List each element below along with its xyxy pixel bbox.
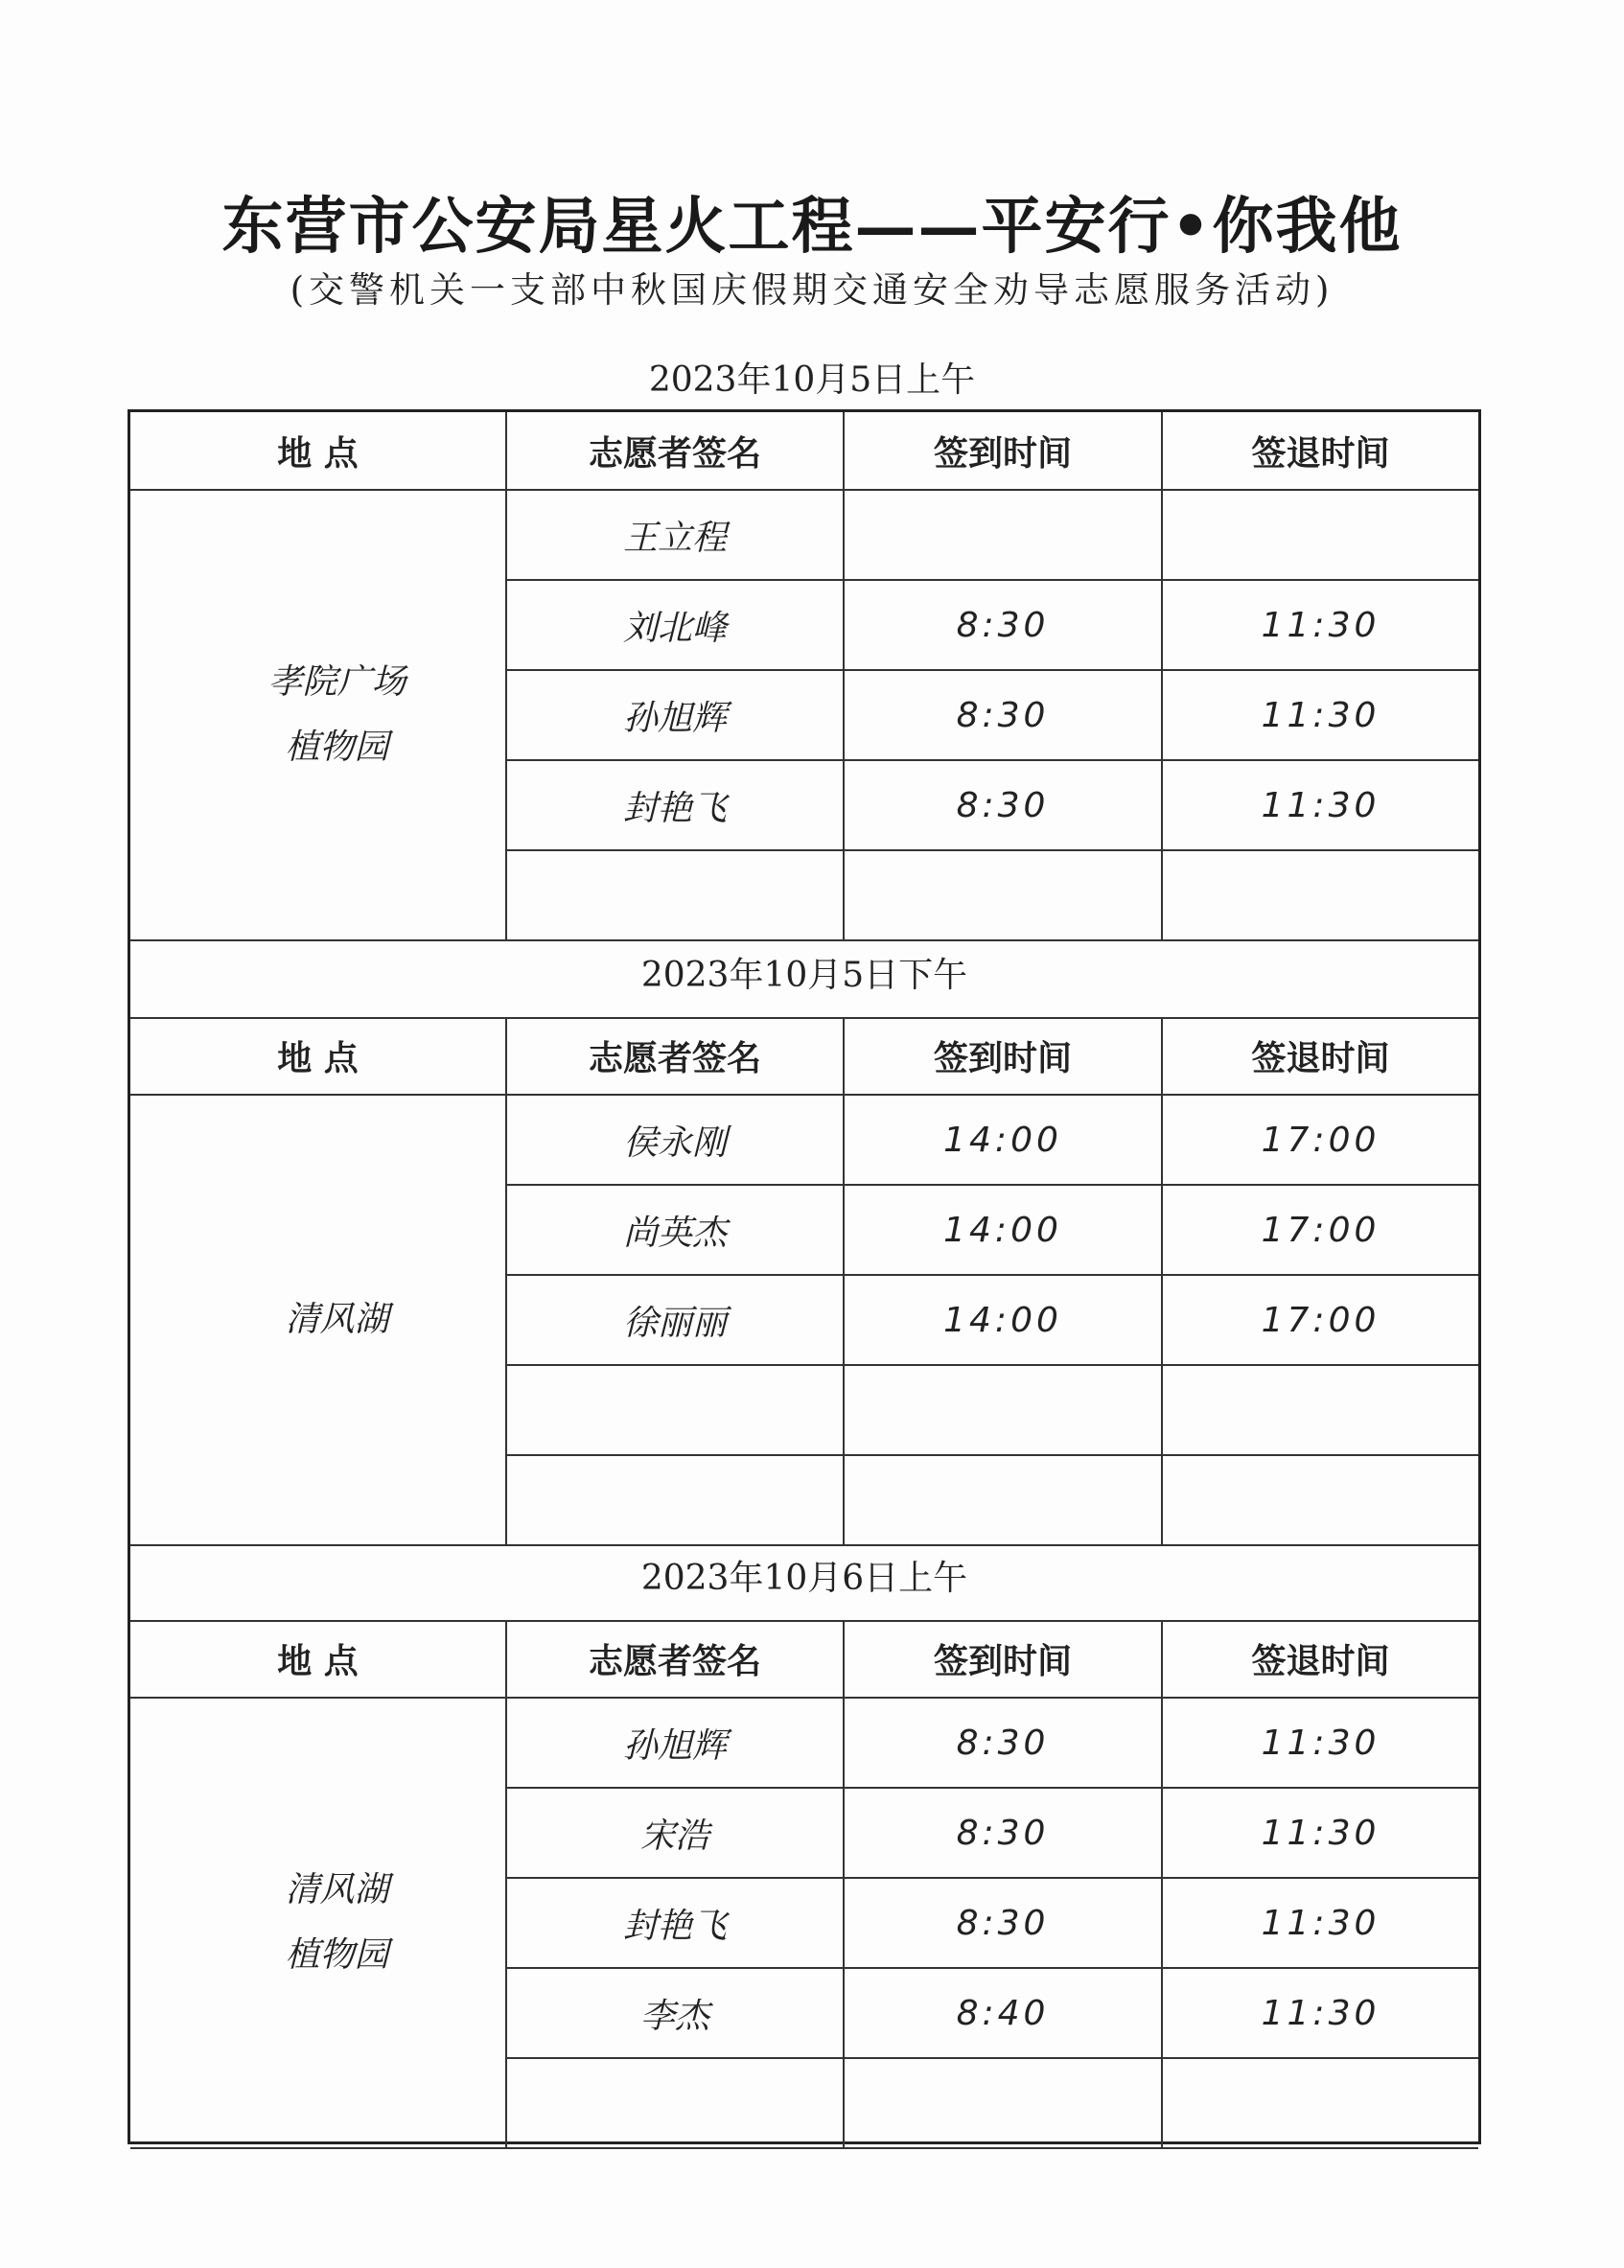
signature-cell: 封艳飞 — [506, 1878, 844, 1968]
check-in-header: 签到时间 — [844, 1017, 1162, 1095]
location-line: 清风湖 — [285, 1299, 389, 1339]
check-in-cell: 8:40 — [844, 1968, 1162, 2058]
check-in-cell — [844, 1455, 1162, 1545]
document-title: 东营市公安局星火工程——平安行•你我他 — [221, 191, 1403, 263]
check-in-cell: 8:30 — [844, 1878, 1162, 1968]
signature-cell: 尚英杰 — [506, 1185, 844, 1275]
check-out-header: 签退时间 — [1162, 1620, 1478, 1698]
signature-cell: 李杰 — [506, 1968, 844, 2058]
table-row — [130, 490, 1478, 580]
check-out-cell: 17:00 — [1162, 1095, 1478, 1185]
location-header: 地 点 — [130, 412, 506, 490]
check-in-cell: 14:00 — [844, 1275, 1162, 1365]
location-cell — [130, 490, 506, 940]
check-out-cell — [1162, 850, 1478, 940]
check-out-cell: 11:30 — [1162, 1878, 1478, 1968]
check-in-cell: 8:30 — [844, 1788, 1162, 1878]
table-header-row — [130, 1620, 1478, 1698]
section-1-table — [130, 412, 1478, 941]
signature-cell — [506, 1455, 844, 1545]
signature-cell — [506, 2058, 844, 2148]
check-out-header: 签退时间 — [1162, 412, 1478, 490]
table-header-row — [130, 1017, 1478, 1095]
check-out-cell: 17:00 — [1162, 1275, 1478, 1365]
signature-header: 志愿者签名 — [506, 1017, 844, 1095]
check-out-cell — [1162, 1455, 1478, 1545]
check-in-cell — [844, 850, 1162, 940]
table-header-row — [130, 412, 1478, 490]
location-cell — [130, 1698, 506, 2148]
location-cell — [130, 1095, 506, 1545]
location-line: 清风湖 — [285, 1869, 389, 1909]
sign-in-sheet — [128, 409, 1481, 2144]
check-in-cell: 14:00 — [844, 1185, 1162, 1275]
check-in-cell: 8:30 — [844, 760, 1162, 850]
check-in-cell — [844, 490, 1162, 580]
check-out-cell: 11:30 — [1162, 580, 1478, 670]
signature-cell — [506, 850, 844, 940]
signature-cell: 孙旭辉 — [506, 1698, 844, 1788]
check-out-cell: 11:30 — [1162, 1968, 1478, 2058]
section-3-date: 2023年10月6日上午 — [130, 1538, 1478, 1622]
location-header: 地 点 — [130, 1017, 506, 1095]
section-1-date: 2023年10月5日上午 — [648, 360, 976, 400]
check-in-header: 签到时间 — [844, 1620, 1162, 1698]
signature-header: 志愿者签名 — [506, 412, 844, 490]
signature-cell: 宋浩 — [506, 1788, 844, 1878]
check-out-cell: 11:30 — [1162, 1788, 1478, 1878]
check-out-cell: 11:30 — [1162, 1698, 1478, 1788]
check-in-cell: 8:30 — [844, 1698, 1162, 1788]
section-3-table — [130, 1620, 1478, 2149]
check-in-cell: 8:30 — [844, 580, 1162, 670]
signature-header: 志愿者签名 — [506, 1620, 844, 1698]
check-in-cell — [844, 1365, 1162, 1455]
table-row — [130, 1095, 1478, 1185]
signature-cell: 孙旭辉 — [506, 670, 844, 760]
check-out-header: 签退时间 — [1162, 1017, 1478, 1095]
check-out-cell: 17:00 — [1162, 1185, 1478, 1275]
check-in-cell — [844, 2058, 1162, 2148]
check-out-cell — [1162, 490, 1478, 580]
signature-cell — [506, 1365, 844, 1455]
check-in-cell: 14:00 — [844, 1095, 1162, 1185]
table-row — [130, 1698, 1478, 1788]
signature-cell: 封艳飞 — [506, 760, 844, 850]
signature-cell: 侯永刚 — [506, 1095, 844, 1185]
signature-cell: 徐丽丽 — [506, 1275, 844, 1365]
location-header: 地 点 — [130, 1620, 506, 1698]
location-line: 植物园 — [285, 728, 389, 767]
location-line: 植物园 — [285, 1935, 389, 1975]
signature-cell: 王立程 — [506, 490, 844, 580]
check-in-cell: 8:30 — [844, 670, 1162, 760]
signature-cell: 刘北峰 — [506, 580, 844, 670]
check-out-cell — [1162, 2058, 1478, 2148]
check-in-header: 签到时间 — [844, 412, 1162, 490]
check-out-cell: 11:30 — [1162, 670, 1478, 760]
check-out-cell — [1162, 1365, 1478, 1455]
location-line: 孝院广场 — [267, 661, 406, 702]
section-2-table — [130, 1017, 1478, 1546]
check-out-cell: 11:30 — [1162, 760, 1478, 850]
document-subtitle: (交警机关一支部中秋国庆假期交通安全劝导志愿服务活动) — [290, 269, 1334, 311]
section-2-date: 2023年10月5日下午 — [130, 935, 1478, 1019]
